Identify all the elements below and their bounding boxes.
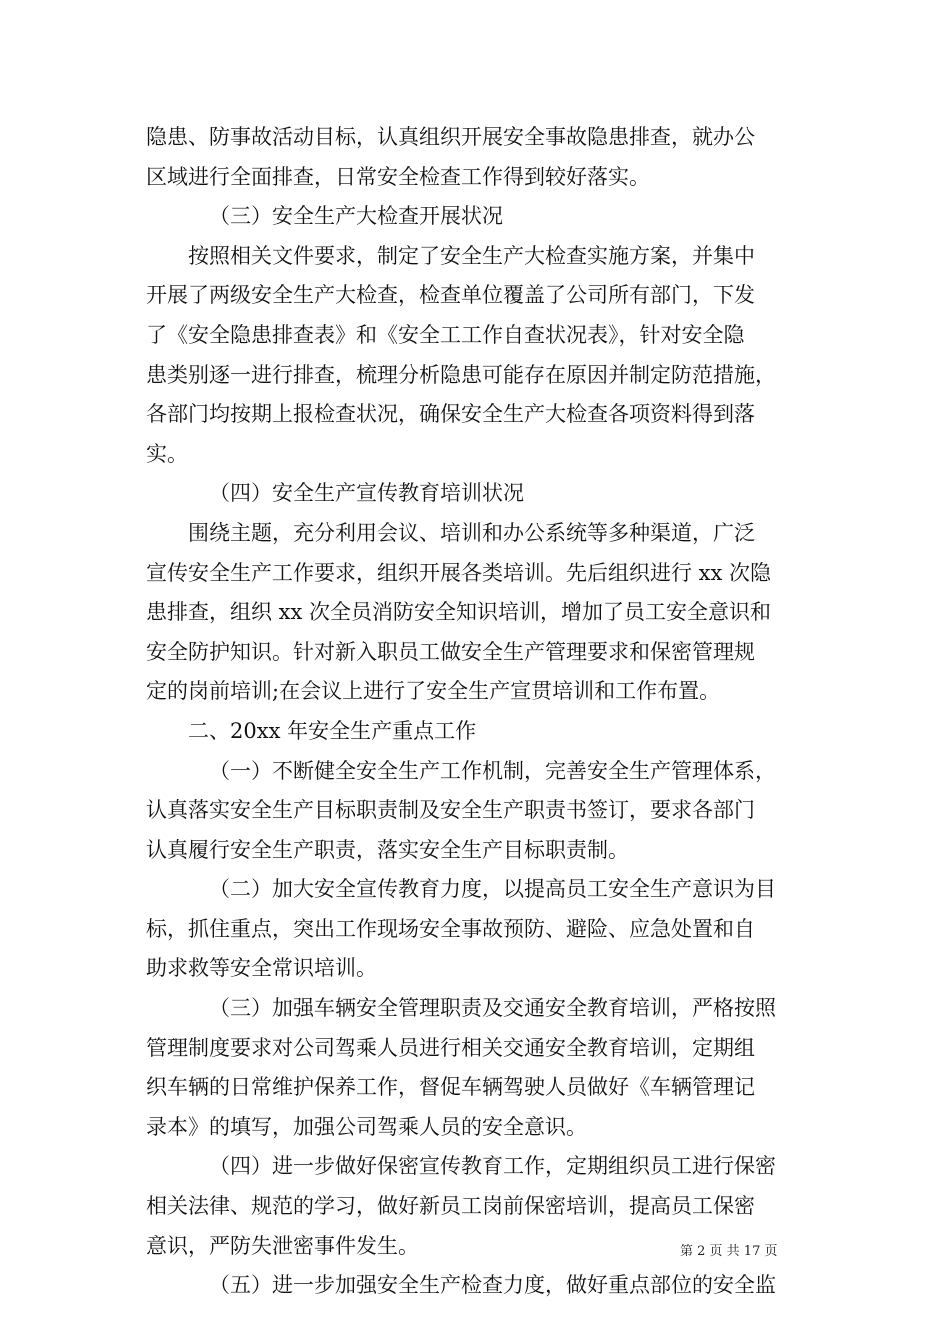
document-body [146,118,808,1306]
text-line: 患排查，组织 xx 次全员消防安全知识培训，增加了员工安全意识和 [146,600,772,625]
text-line: 患类别逐一进行排查，梳理分析隐患可能存在原因并制定防范措施， [146,362,776,387]
text-line: 认真履行安全生产职责，落实安全生产目标职责制。 [146,837,629,862]
text-line: 定的岗前培训;在会议上进行了安全生产宣贯培训和工作布置。 [146,679,721,704]
text-line: 开展了两级安全生产大检查，检查单位覆盖了公司所有部门，下发 [146,283,755,308]
text-line: 相关法律、规范的学习，做好新员工岗前保密培训，提高员工保密 [146,1194,755,1219]
section-heading: （三）安全生产大检查开展状况 [209,204,503,229]
text-line: （四）进一步做好保密宣传教育工作，定期组织员工进行保密 [209,1154,776,1179]
text-line: 标，抓住重点，突出工作现场安全事故预防、避险、应急处置和自 [146,916,755,941]
text-line: （二）加大安全宣传教育力度，以提高员工安全生产意识为目 [209,877,776,902]
text-line: 按照相关文件要求，制定了安全生产大检查实施方案，并集中 [188,243,755,268]
text-line: 认真落实安全生产目标职责制及安全生产职责书签订，要求各部门 [146,798,755,823]
text-line: 意识，严防失泄密事件发生。 [146,1233,419,1258]
text-line: 实。 [146,441,188,466]
text-line: 管理制度要求对公司驾乘人员进行相关交通安全教育培训，定期组 [146,1035,755,1060]
text-line: 围绕主题，充分利用会议、培训和办公系统等多种渠道，广泛 [188,520,755,545]
page-number-footer: 第 2 页 共 17 页 [680,1244,778,1259]
text-line: 宣传安全生产工作要求，组织开展各类培训。先后组织进行 xx 次隐 [146,560,772,585]
section-heading: （四）安全生产宣传教育培训状况 [209,481,524,506]
text-line: 隐患、防事故活动目标，认真组织开展安全事故隐患排查，就办公 [146,125,755,149]
text-line: 了《安全隐患排查表》和《安全工工作自查状况表》，针对安全隐 [146,322,745,347]
text-line: （五）进一步加强安全生产检查力度，做好重点部位的安全监 [209,1273,776,1298]
text-line: 各部门均按期上报检查状况，确保安全生产大检查各项资料得到落 [146,402,755,427]
text-line: （一）不断健全安全生产工作机制，完善安全生产管理体系， [209,758,776,783]
text-line: 助求救等安全常识培训。 [146,956,377,981]
text-line: 录本》的填写，加强公司驾乘人员的安全意识。 [146,1114,587,1139]
section-heading: 二、20xx 年安全生产重点工作 [188,718,477,743]
text-line: 织车辆的日常维护保养工作，督促车辆驾驶人员做好《车辆管理记 [146,1075,755,1100]
text-line: 区域进行全面排查，日常安全检查工作得到较好落实。 [146,164,650,189]
text-line: 安全防护知识。针对新入职员工做安全生产管理要求和保密管理规 [146,639,755,664]
text-line: （三）加强车辆安全管理职责及交通安全教育培训，严格按照 [209,996,776,1021]
